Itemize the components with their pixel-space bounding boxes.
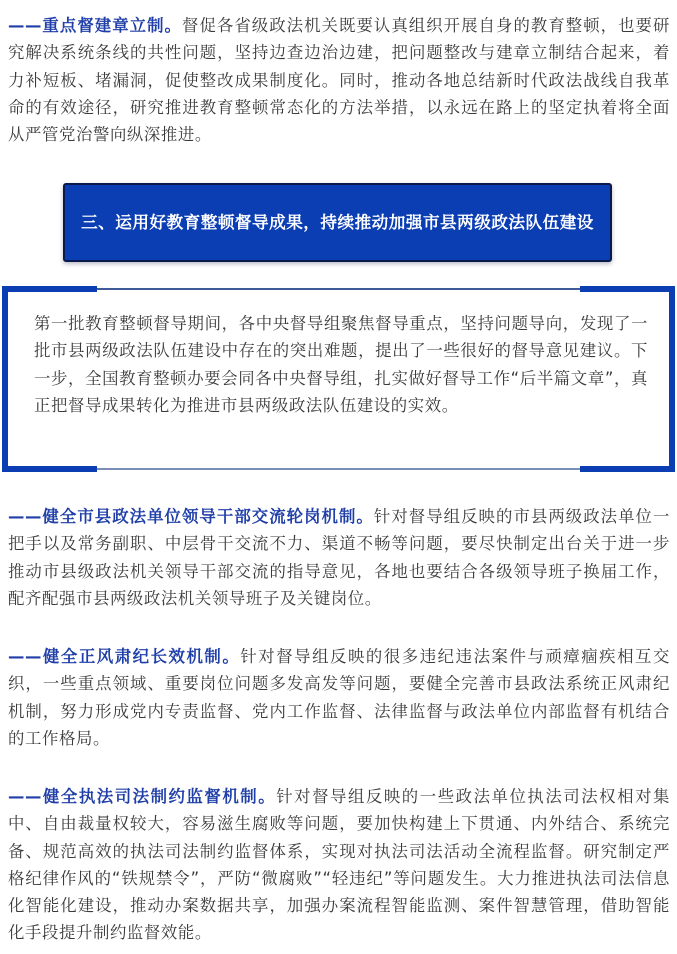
quote-box-border-left (2, 286, 8, 472)
paragraph-body: 针对督导组反映的一些政法单位执法司法权相对集中、自由裁量权较大，容易滋生腐败等问题，要加快构建上下贯通、内外结合、系统完备、规范高效的执法司法制约监督体系，实现对执法司法活动全流程监督。研究制定严格纪律作风的“铁规禁令”，严防“微腐败”“轻违纪”等问题发生。大力推进执法司法信息化智能化建设，推动办案数据共享，加强办案流程智能监测、案件智慧管理，借助智能化手段提升制约监督效能。 (8, 787, 671, 943)
paragraph-lead: ——重点督建章立制。 (8, 16, 182, 35)
paragraph-body: 针对督导组反映的市县两级政法单位一把手以及常务副职、中层骨干交流不力、渠道不畅等问题，要尽快制定出台关于进一步推动市县级政法机关领导干部交流的指导意见，各地也要结合各级领导班子换届工作，配齐配强市县两级政法机关领导班子及关键岗位。 (8, 507, 670, 608)
paragraph-lead: ——健全执法司法制约监督机制。 (8, 787, 277, 806)
quote-box (2, 286, 675, 472)
quote-box-border-top (97, 288, 580, 290)
paragraph-key-supervision-rules (8, 12, 670, 148)
paragraph-body: 督促各省级政法机关既要认真组织开展自身的教育整顿，也要研究解决系统条线的共性问题，坚持边查边治边建，把问题整改与建章立制结合起来，着力补短板、堵漏洞，促使整改成果制度化。同时，推动各地总结新时代政法战线自我革命的有效途径，研究推进教育整顿常态化的方法举措，以永远在路上的坚定执着将全面从严管党治警向纵深推进。 (8, 16, 670, 145)
quote-box-border-right (669, 286, 675, 472)
quote-box-corner-bottom-right (580, 466, 675, 472)
section-heading: 三、运用好教育整顿督导成果，持续推动加强市县两级政法队伍建设 (81, 213, 594, 232)
quote-box-corner-bottom-left (2, 466, 97, 472)
paragraph-lead: ——健全正风肃纪长效机制。 (8, 647, 241, 666)
paragraph-lead: ——健全市县政法单位领导干部交流轮岗机制。 (8, 507, 374, 526)
quote-box-border-bottom (97, 468, 580, 470)
section-heading-box (63, 183, 612, 262)
quote-box-corner-top-right (580, 286, 675, 292)
paragraph-discipline-mechanism (8, 643, 670, 752)
paragraph-cadre-rotation (8, 503, 670, 612)
paragraph-body: 针对督导组反映的很多违纪违法案件与顽瘴痼疾相互交织，一些重点领域、重要岗位问题多发高发等问题，要健全完善市县政法系统正风肃纪机制，努力形成党内专责监督、党内工作监督、法律监督与政法单位内部监督有机结合的工作格局。 (8, 647, 670, 748)
paragraph-law-enforcement-supervision (8, 783, 670, 947)
quote-text: 第一批教育整顿督导期间，各中央督导组聚焦督导重点，坚持问题导向，发现了一批市县两级政法队伍建设中存在的突出难题，提出了一些很好的督导意见建议。下一步，全国教育整顿办要会同各中央督导组，扎实做好督导工作“后半篇文章”，真正把督导成果转化为推进市县两级政法队伍建设的实效。 (34, 314, 648, 415)
quote-box-corner-top-left (2, 286, 97, 292)
